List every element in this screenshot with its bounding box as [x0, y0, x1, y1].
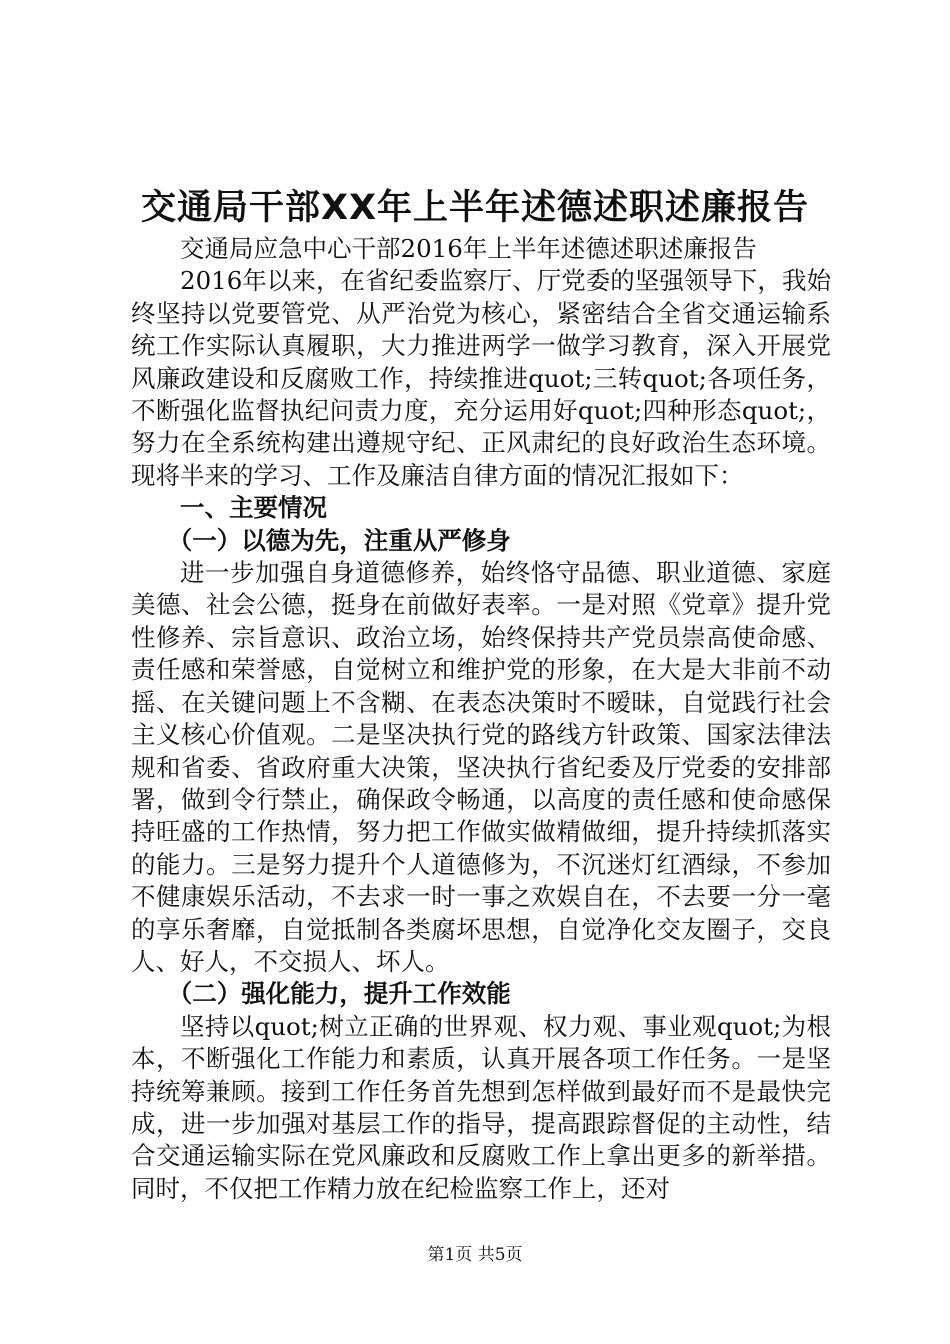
ability-paragraph: 坚持以quot;树立正确的世界观、权力观、事业观quot;为根本，不断强化工作能力和素质，认真开展各项工作任务。一是坚持统筹兼顾。接到工作任务首先想到怎样做到最好而不是最快完成，进一步加强对基层工作的指导，提高跟踪督促的主动性，结合交通运输实际在党风廉政和反腐败工作上拿出更多的新举措。同时，不仅把工作精力放在纪检监察工作上，还对 — [131, 1011, 831, 1203]
section-heading-main-situation: 一、主要情况 — [180, 493, 327, 523]
intro-paragraph: 2016年以来，在省纪委监察厅、厅党委的坚强领导下，我始终坚持以党要管党、从严治党为核心，紧密结合全省交通运输系统工作实际认真履职，大力推进两学一做学习教育，深入开展党风廉政建设和反腐败工作，持续推进quot;三转quot;各项任务，不断强化监督执纪问责力度，充分运用好quot;四种形态quot;，努力在全系统构建出遵规守纪、正风肃纪的良好政治生态环境。现将半来的学习、工作及廉洁自律方面的情况汇报如下： — [131, 266, 831, 490]
page-number-footer: 第1页 共5页 — [427, 1245, 523, 1265]
document-body — [131, 233, 831, 1205]
subsection-heading-ability: （二）强化能力，提升工作效能 — [167, 979, 511, 1009]
document-subtitle: 交通局应急中心干部2016年上半年述德述职述廉报告 — [180, 234, 757, 263]
document-title: 交通局干部XX年上半年述德述职述廉报告 — [141, 188, 809, 228]
subsection-heading-morality: （一）以德为先，注重从严修身 — [167, 525, 511, 555]
morality-paragraph: 进一步加强自身道德修养，始终恪守品德、职业道德、家庭美德、社会公德，挺身在前做好表率。一是对照《党章》提升党性修养、宗旨意识、政治立场，始终保持共产党员崇高使命感、责任感和荣誉感，自觉树立和维护党的形象，在大是大非前不动摇、在关键问题上不含糊、在表态决策时不暧昧，自觉践行社会主义核心价值观。二是坚决执行党的路线方针政策、国家法律法规和省委、省政府重大决策，坚决执行省纪委及厅党委的安排部署，做到令行禁止，确保政令畅通，以高度的责任感和使命感保持旺盛的工作热情，努力把工作做实做精做细，提升持续抓落实的能力。三是努力提升个人道德修为，不沉迷灯红酒绿，不参加不健康娱乐活动，不去求一时一事之欢娱自在，不去要一分一毫的享乐奢靡，自觉抵制各类腐坏思想，自觉净化交友圈子，交良人、好人，不交损人、坏人。 — [131, 558, 831, 976]
